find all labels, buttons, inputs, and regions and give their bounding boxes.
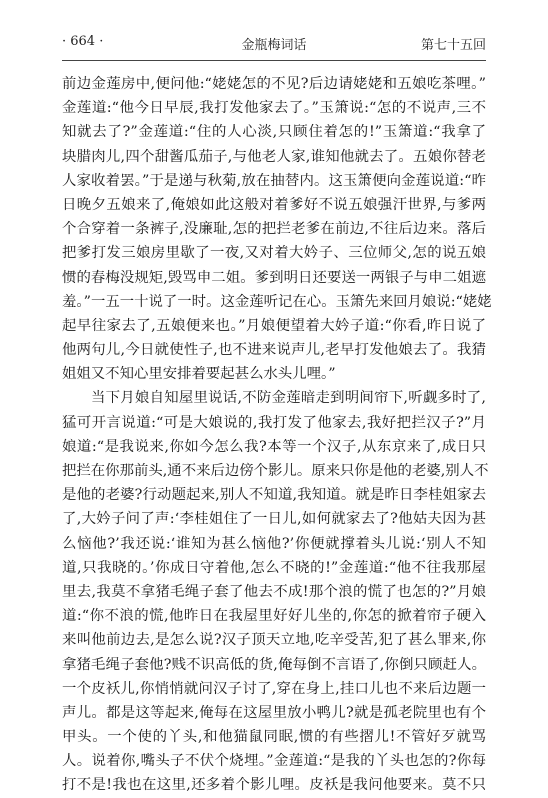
text-line: 人。说着你,嘴头子不伏个烧埋。”金莲道:“是我的丫头也怎的?你每 — [62, 753, 486, 770]
text-line: 甲头。一个使的丫头,和他猫鼠同眠,惯的有些摺儿!不管好歹就骂 — [62, 729, 486, 746]
header-divider — [62, 60, 486, 61]
text-line: 金莲道:“他今日早辰,我打发他家去了。”玉箫说:“怎的不说声,三不 — [62, 100, 486, 117]
text-line: 个合穿着一条裤子,没廉耻,怎的把拦老爹在前边,不往后边来。落后 — [62, 221, 486, 238]
text-line: 他两句儿,今日就使性子,也不进来说声儿,老早打发他娘去了。我猜 — [62, 342, 486, 359]
paragraph-start-line: 当下月娘自知屋里说话,不防金莲暗走到明间帘下,听觑多时了, — [91, 390, 486, 407]
text-line: 了,大妗子问了声:‘李桂姐住了一日儿,如何就家去了?他姑夫因为甚 — [62, 511, 486, 528]
page-header — [62, 34, 486, 56]
text-line: 来叫他前边去,是怎么说?汉子顶天立地,吃辛受苦,犯了甚么罪来,你 — [62, 632, 486, 649]
text-line: 起早往家去了,五娘便来也。”月娘便望着大妗子道:“你看,昨日说了 — [62, 317, 486, 334]
text-line: 打不是!我也在这里,还多着个影儿哩。皮袄是我问他要来。莫不只 — [62, 777, 486, 794]
chapter-title: 第七十五回 — [420, 38, 486, 53]
text-line: 知就去了?”金莲道:“住的人心淡,只顾住着怎的!”玉箫道:“我拿了 — [62, 124, 486, 141]
text-line: 羞。”一五一十说了一时。这金莲听记在心。玉箫先来回月娘说:“姥姥 — [62, 293, 492, 310]
text-line: 块腊肉儿,四个甜酱瓜茄子,与他老人家,谁知他就去了。五娘你替老 — [62, 148, 486, 165]
text-body — [62, 72, 492, 798]
text-line: 把爹打发三娘房里歇了一夜,又对着大妗子、三位师父,怎的说五娘 — [62, 245, 486, 262]
page-number: · 664 · — [62, 34, 104, 49]
text-line: 拿猪毛绳子套他?贱不识高低的货,俺每倒不言语了,你倒只顾赶人。 — [62, 656, 486, 673]
text-line: 道:“你不浪的慌,他昨日在我屋里好好儿坐的,你怎的掀着帘子硬入 — [62, 608, 486, 625]
text-line: 把拦在你那前头,通不来后边傍个影儿。原来只你是他的老婆,别人不 — [62, 463, 489, 479]
text-line: 惯的春梅没规矩,毁骂申二姐。爹到明日还要送一两银子与申二姐遮 — [62, 269, 486, 286]
text-line: 猛可开言说道:“可是大娘说的,我打发了他家去,我好把拦汉子?”月 — [62, 414, 486, 431]
text-line: 道,只我晓的。’你成日守着他,怎么不晓的!”金莲道:“他不往我那屋 — [62, 559, 486, 576]
text-line: 前边金莲房中,便问他:“姥姥怎的不见?后边请姥姥和五娘吃茶哩。” — [62, 76, 486, 92]
text-line: 姐姐又不知心里安排着要起甚么水头儿哩。” — [62, 366, 336, 383]
text-line: 一个皮袄儿,你悄悄就问汉子讨了,穿在身上,挂口儿也不来后边题一 — [62, 680, 486, 697]
text-line: 人家收着罢。”于是递与秋菊,放在抽替内。这玉箫便向金莲说道:“昨 — [62, 172, 486, 189]
book-title: 金瓶梅词话 — [241, 38, 307, 53]
text-line: 么恼他?’我还说:‘谁知为甚么恼他?’你便就撑着头儿说:‘别人不知 — [62, 535, 486, 552]
text-line: 娘道:“是我说来,你如今怎么我?本等一个汉子,从东京来了,成日只 — [62, 438, 486, 455]
text-line: 日晚夕五娘来了,俺娘如此这般对着爹好不说五娘强汗世界,与爹两 — [62, 196, 486, 213]
text-line: 里去,我莫不拿猪毛绳子套了他去不成!那个浪的慌了也怎的?”月娘 — [62, 583, 486, 600]
text-line: 声儿。都是这等起来,俺每在这屋里放小鸭儿?就是孤老院里也有个 — [62, 704, 486, 721]
text-line: 是他的老婆?行动题起来,别人不知道,我知道。就是昨日李桂姐家去 — [62, 487, 486, 504]
